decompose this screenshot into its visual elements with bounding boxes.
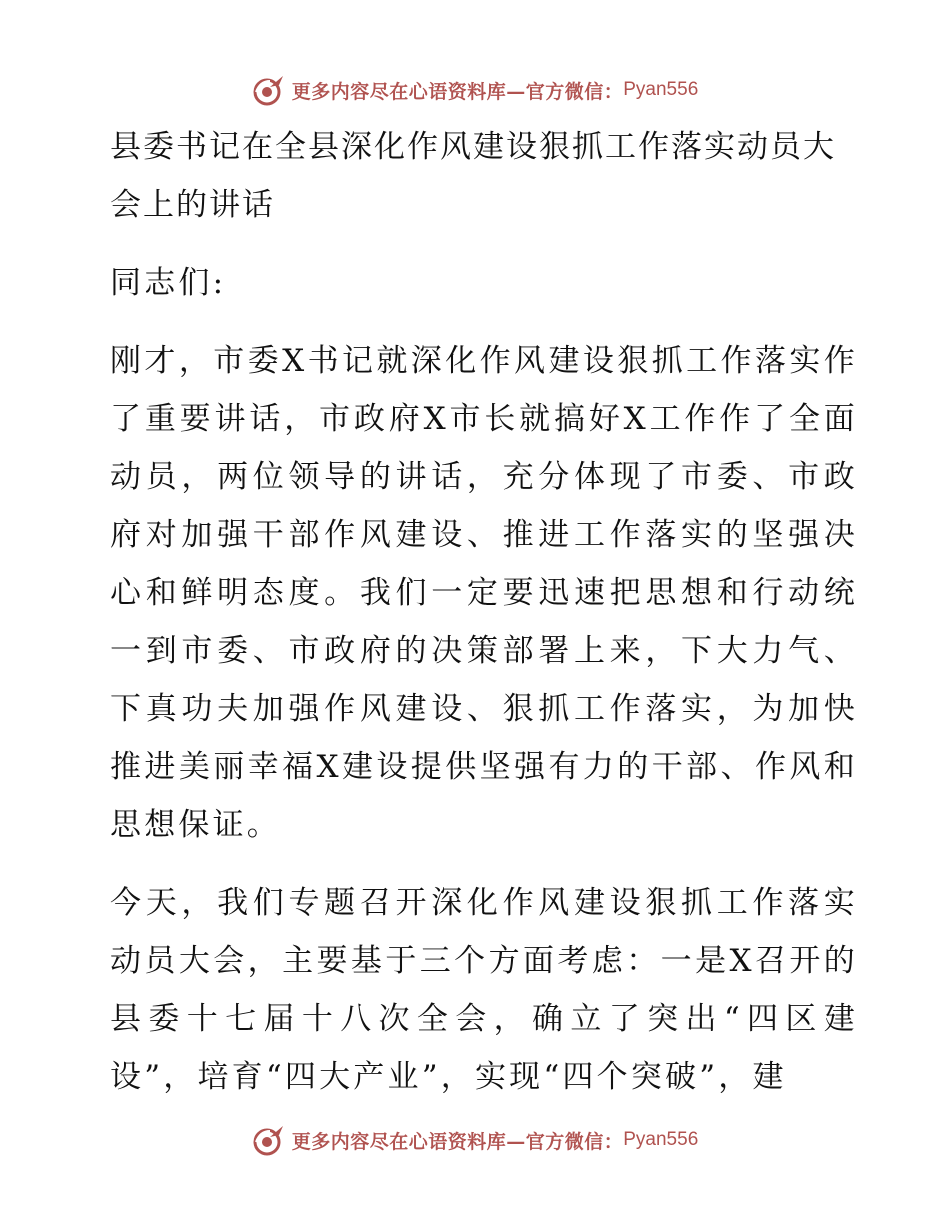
logo-icon [252, 1123, 286, 1157]
paragraph-2: 今天，我们专题召开深化作风建设狠抓工作落实动员大会，主要基于三个方面考虑：一是X召开的县委十七届十八次全会，确立了突出“四区建设”，培育“四大产业”，实现“四个突破”，建 [110, 885, 858, 1095]
document-title: 县委书记在全县深化作风建设狠抓工作落实动员大会上的讲话 [110, 129, 836, 223]
banner-wechat-id: Pyan556 [623, 79, 699, 100]
footer-banner [0, 1120, 950, 1160]
paragraph-1: 刚才，市委X书记就深化作风建设狠抓工作落实作了重要讲话，市政府X市长就搞好X工作作了全面动员，两位领导的讲话，充分体现了市委、市政府对加强干部作风建设、推进工作落实的坚强决心和鲜明态度。我们一定要迅速把思想和行动统一到市委、市政府的决策部署上来，下大力气、下真功夫加强作风建设、狠抓工作落实，为加快推进美丽幸福X建设提供坚强有力的干部、作风和思想保证。 [110, 343, 858, 843]
banner-wechat-id: Pyan556 [623, 1129, 699, 1150]
header-banner [0, 70, 950, 110]
logo-icon [252, 73, 286, 107]
banner-text: 更多内容尽在心语资料库—官方微信： [291, 1130, 624, 1153]
greeting: 同志们: [110, 265, 227, 301]
banner-text: 更多内容尽在心语资料库—官方微信： [291, 80, 624, 103]
document-body [98, 118, 858, 1126]
